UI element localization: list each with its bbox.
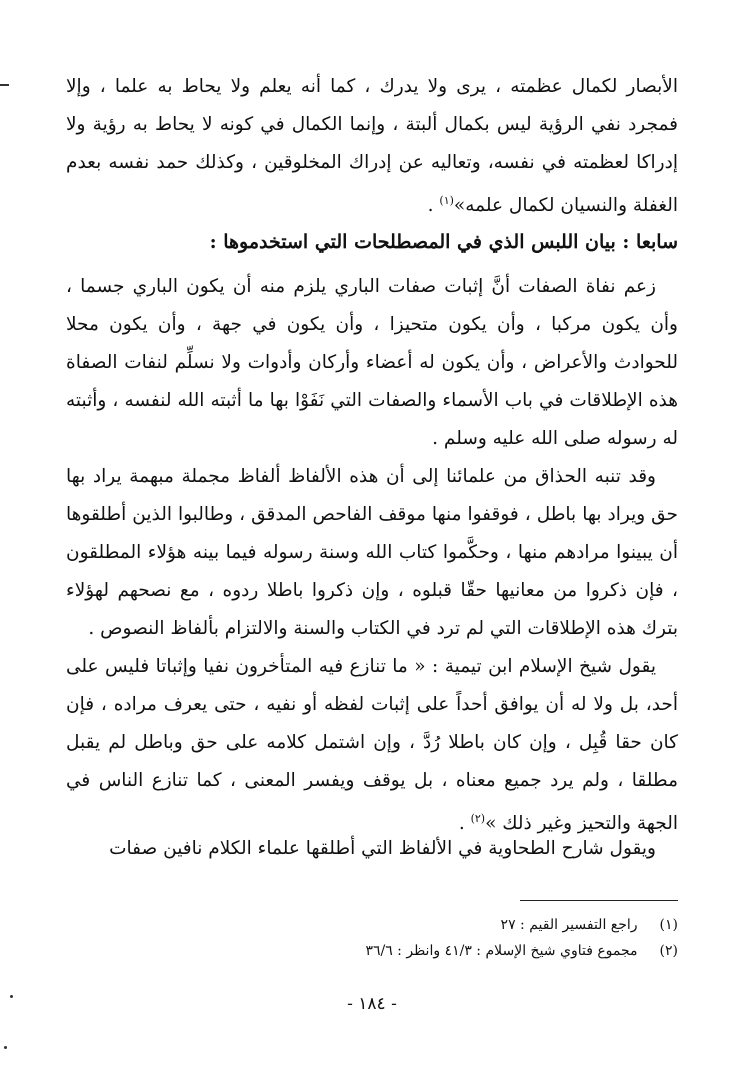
scan-dot bbox=[4, 1046, 7, 1049]
footnote-ref-2: (٢) bbox=[470, 812, 486, 825]
paragraph-3 bbox=[66, 458, 678, 648]
paragraph-end: . bbox=[427, 195, 440, 217]
paragraph-2 bbox=[66, 268, 678, 458]
footnote-text: مجموع فتاوي شيخ الإسلام : ٤١/٣ وانظر : ٣٦/٦ bbox=[365, 943, 638, 959]
paragraph-5 bbox=[66, 830, 678, 868]
section-heading: سابعا : بيان اللبس الذي في المصطلحات التي استخدموها : bbox=[209, 231, 678, 253]
footnote-number: (١) bbox=[659, 917, 678, 933]
scan-dot bbox=[10, 995, 13, 998]
scan-mark bbox=[0, 84, 9, 86]
paragraph-text: الأبصار لكمال عظمته ، يرى ولا يدرك ، كما أنه يعلم ولا يحاط به علما ، وإلا فمجرد نفي الرؤية ليس بكمال ألبتة ، وإنما الكمال في كونه لا يحاط به رؤية ولا إدراكا لعظمته في نفسه، وتعاليه عن إدراك المخلوقين ، وكذلك حمد نفسه بعدم الغفلة والنسيان لكمال علمه» bbox=[66, 76, 678, 217]
footnote-divider bbox=[520, 900, 678, 901]
paragraph-text: ويقول شارح الطحاوية في الألفاظ التي أطلقها علماء الكلام نافين صفات bbox=[109, 838, 656, 859]
paragraph-continuation bbox=[66, 68, 678, 225]
footnote-ref-1: (١) bbox=[439, 194, 454, 207]
footnotes bbox=[200, 912, 678, 964]
paragraph-end: . bbox=[458, 813, 471, 835]
paragraph-text: زعم نفاة الصفات أنَّ إثبات صفات الباري يلزم منه أن يكون الباري جسما ، وأن يكون مركبا ، وأن يكون متحيزا ، وأن يكون في جهة ، وأن يكون محلا للحوادث والأعراض ، وأن يكون له أعضاء وأركان وأدوات ولا نسلِّم لنفات الصفاة هذه الإطلاقات في باب الأسماء والصفات التي نَفَوْا بها ما أثبته الله لنفسه ، وأثبته له رسوله صلى الله عليه وسلم . bbox=[66, 276, 678, 449]
footnote-text: راجع التفسير القيم : ٢٧ bbox=[500, 917, 638, 933]
footnote-2 bbox=[200, 938, 678, 964]
paragraph-text: يقول شيخ الإسلام ابن تيمية : « ما تنازع فيه المتأخرون نفيا وإثباتا فليس على أحد، بل ولا له أن يوافق أحداً على إثبات لفظه أو نفيه ، حتى يعرف مراده ، فإن كان حقا قُبِل ، وإن كان باطلا رُدَّ ، وإن اشتمل كلامه على حق وباطل لم يقبل مطلقا ، ولم يرد جميع معناه ، بل يوقف ويفسر المعنى ، كما تنازع الناس في الجهة والتحيز وغير ذلك » bbox=[66, 656, 678, 835]
footnote-1 bbox=[200, 912, 678, 938]
page-number: - ١٨٤ - bbox=[347, 994, 397, 1014]
paragraph-text: وقد تنبه الحذاق من علمائنا إلى أن هذه الألفاظ ألفاظ مجملة مبهمة يراد بها حق ويراد بها باطل ، فوقفوا منها موقف الفاحص المدقق ، وطالبوا الذين أطلقوها أن يبينوا مرادهم منها ، وحكَّموا كتاب الله وسنة رسوله فيما بينه هؤلاء المطلقون ، فإن ذكروا من معانيها حقّا قبلوه ، وإن ذكروا باطلا ردوه ، مع نصحهم لهؤلاء بترك هذه الإطلاقات التي لم ترد في الكتاب والسنة والالتزام بألفاظ النصوص . bbox=[66, 466, 678, 639]
paragraph-4-quote bbox=[66, 648, 678, 843]
footnote-number: (٢) bbox=[659, 943, 678, 959]
